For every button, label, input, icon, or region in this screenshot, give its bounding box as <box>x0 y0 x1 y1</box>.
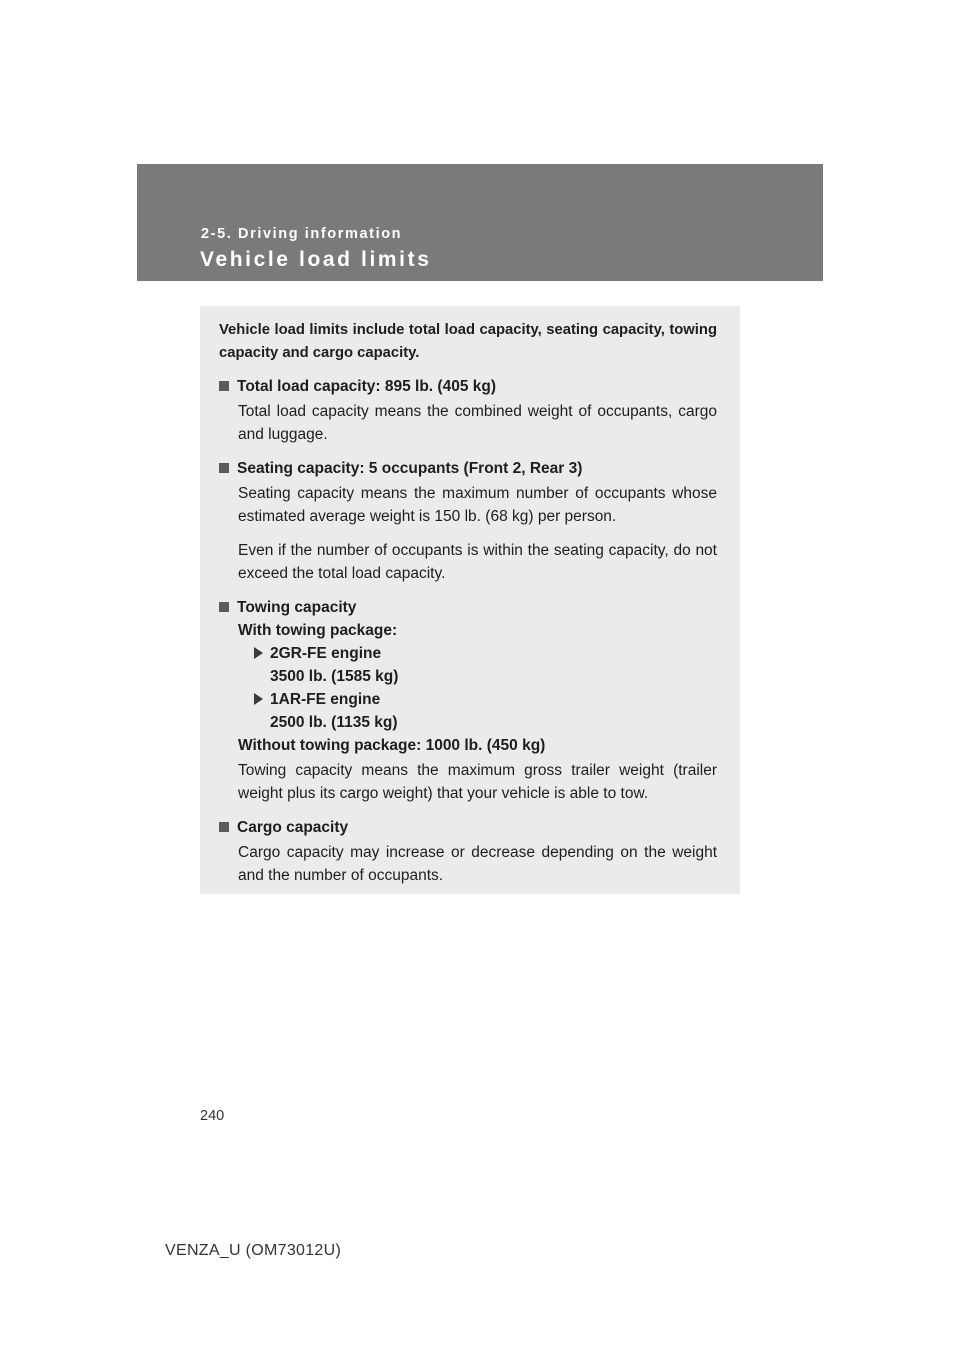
section-heading-towing <box>219 596 717 619</box>
section-body-seating-note: Even if the number of occupants is within the seating capacity, do not exceed the total load capacity. <box>238 542 717 582</box>
section-heading-text: Towing capacity <box>237 599 357 616</box>
page-title: Vehicle load limits <box>200 248 432 271</box>
content-box <box>200 306 740 894</box>
square-bullet-icon <box>219 822 229 832</box>
engine-value-1ar: 2500 lb. (1135 kg) <box>270 714 398 731</box>
section-heading-total-load <box>219 375 717 398</box>
section-heading-text: Cargo capacity <box>237 819 349 836</box>
section-heading-seating <box>219 457 717 480</box>
section-body-towing: Towing capacity means the maximum gross trailer weight (trailer weight plus its cargo weight) that your vehicle is able to tow. <box>238 762 717 802</box>
engine-name: 2GR-FE engine <box>270 645 382 662</box>
footer-code: VENZA_U (OM73012U) <box>165 1242 342 1259</box>
triangle-bullet-icon <box>254 693 263 705</box>
section-heading-text: Seating capacity: 5 occupants (Front 2, Rear 3) <box>237 460 583 477</box>
engine-item-1ar <box>254 688 717 711</box>
chapter-header <box>137 164 823 281</box>
engine-name: 1AR-FE engine <box>270 691 381 708</box>
section-heading-cargo <box>219 816 717 839</box>
towing-with-package: With towing package: <box>238 622 398 639</box>
engine-value-2gr: 3500 lb. (1585 kg) <box>270 668 399 685</box>
section-body-seating: Seating capacity means the maximum number of occupants whose estimated average weight is 150 lb. (68 kg) per person. <box>238 485 717 525</box>
section-label: 2-5. Driving information <box>201 226 403 242</box>
section-body-cargo: Cargo capacity may increase or decrease depending on the weight and the number of occupants. <box>238 844 717 884</box>
square-bullet-icon <box>219 381 229 391</box>
section-heading-text: Total load capacity: 895 lb. (405 kg) <box>237 378 496 395</box>
triangle-bullet-icon <box>254 647 263 659</box>
section-body-total-load: Total load capacity means the combined weight of occupants, cargo and luggage. <box>238 403 717 443</box>
page-number: 240 <box>200 1108 225 1124</box>
square-bullet-icon <box>219 463 229 473</box>
towing-without-package: Without towing package: 1000 lb. (450 kg) <box>238 737 546 754</box>
intro-text: Vehicle load limits include total load capacity, seating capacity, towing capacity and cargo capacity. <box>219 322 717 361</box>
engine-item-2gr <box>254 642 717 665</box>
square-bullet-icon <box>219 602 229 612</box>
